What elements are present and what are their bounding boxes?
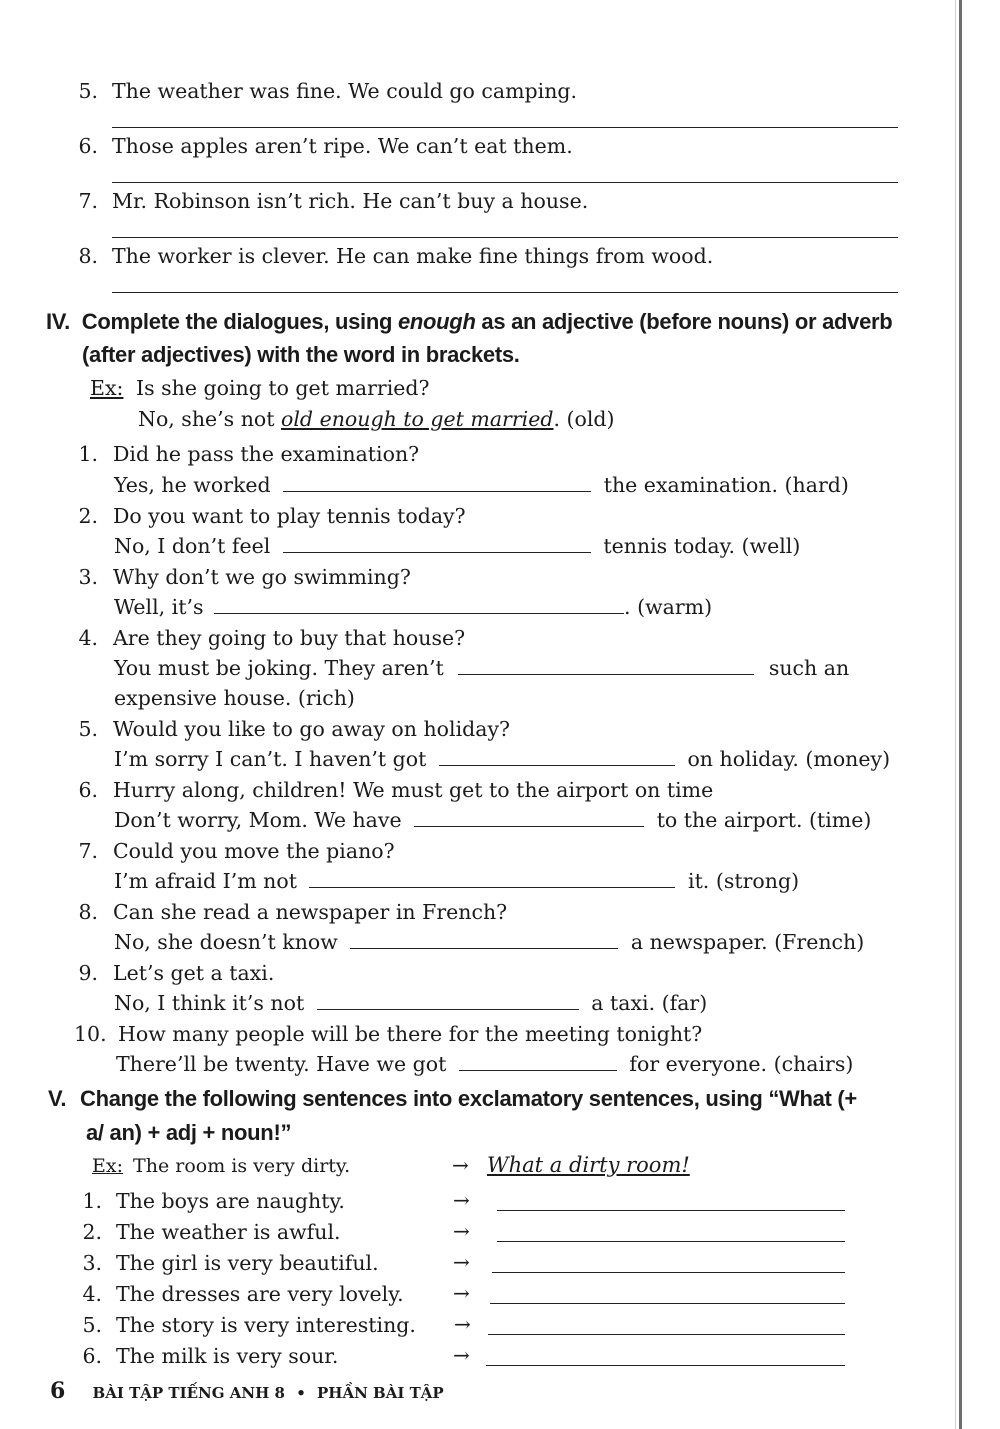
fill-blank[interactable] <box>458 656 754 675</box>
fill-blank[interactable] <box>283 534 591 553</box>
section-number: IV. <box>46 309 70 334</box>
item-text: Mr. Robinson isn’t rich. He can’t buy a house. <box>112 189 589 213</box>
book-title: BÀI TẬP TIẾNG ANH 8 <box>92 1384 285 1402</box>
fill-blank[interactable] <box>439 747 675 766</box>
dialogue-answer: I’m sorry I can’t. I haven’t got on holiday. (money) <box>114 747 891 771</box>
section-4-heading <box>46 306 892 338</box>
fill-blank[interactable] <box>309 869 675 888</box>
dialogue-answer-cont: expensive house. (rich) <box>114 686 355 710</box>
example-answer: What a dirty room! <box>487 1153 690 1177</box>
dialogue-answer: Don’t worry, Mom. We have to the airport. (time) <box>114 808 872 832</box>
example-fill: old enough to get married <box>281 407 554 431</box>
bullet-icon: • <box>296 1384 306 1402</box>
item-text: The worker is clever. He can make fine things from wood. <box>112 244 714 268</box>
section-title: PHẦN BÀI TẬP <box>317 1384 444 1402</box>
heading-text: as an adjective (before nouns) or adverb <box>475 309 893 334</box>
answer-line[interactable] <box>497 1241 845 1242</box>
arrow-icon: → <box>453 1219 470 1243</box>
answer-line[interactable] <box>112 182 898 183</box>
heading-text: Complete the dialogues, using <box>81 309 398 334</box>
dialogue-answer: Well, it’s . (warm) <box>114 595 713 619</box>
answer-line[interactable] <box>112 127 898 128</box>
fill-blank[interactable] <box>414 808 644 827</box>
dialogue-answer: No, I don’t feel tennis today. (well) <box>114 534 801 558</box>
item-number: 5. <box>78 79 98 103</box>
answer-line[interactable] <box>486 1365 845 1366</box>
arrow-icon: → <box>453 1188 470 1212</box>
heading-emphasis: enough <box>397 309 476 334</box>
item-number: 7. <box>78 189 98 213</box>
dialogue-answer: No, I think it’s not a taxi. (far) <box>114 991 708 1015</box>
fill-blank[interactable] <box>283 473 591 492</box>
example-label: Ex: <box>92 1155 123 1177</box>
item-number: 6. <box>78 134 98 158</box>
item-text: Those apples aren’t ripe. We can’t eat them. <box>112 134 573 158</box>
answer-line[interactable] <box>497 1210 845 1211</box>
dialogue-answer: Yes, he worked the examination. (hard) <box>114 473 849 497</box>
example-sentence: Ex: The room is very dirty. <box>92 1155 351 1177</box>
section-number: V. <box>48 1086 67 1111</box>
answer-line[interactable] <box>112 237 898 238</box>
page-number: 6 <box>50 1378 66 1404</box>
answer-line[interactable] <box>490 1303 845 1304</box>
example-question: Ex: Is she going to get married? <box>90 376 430 400</box>
example-answer: No, she’s not old enough to get married. (old) <box>138 407 615 431</box>
answer-line[interactable] <box>488 1334 845 1335</box>
dialogue-answer: No, she doesn’t know a newspaper. (French) <box>114 930 865 954</box>
item-text: The weather was fine. We could go camping. <box>112 79 578 103</box>
dialogue-answer: I’m afraid I’m not it. (strong) <box>114 869 800 893</box>
worksheet-page: 5. The weather was fine. We could go camping. 6. Those apples aren’t ripe. We can’t eat them. 7. Mr. Robinson isn’t rich. He can’t buy a house. 8. The worker is clever. He can make fine things from wood. IV. Complete the dialogues, using enough as an adjective (before nouns) or adverb (after adjectives) with the word in brackets. Ex: Is she going to get married? No, she’s not old enough to get married. (old) 1. Did he pass the examination? Yes, he worked the examination. (hard) 2. Do you want to play tennis today? No, I don’t feel tennis today. (well) 3. Why don’t we go swimming? Well, it’s . (warm) 4. Are they going to buy that house? You must be joking. They aren’t such an expensive house. (rich) 5. Would you like to go away on holiday? I’m sorry I can’t. I haven’t got on holiday. (money) 6. Hurry along, children! We must get to the airport on time Don’t worry, Mom. We have to the airport. (time) 7. Could you move the piano? I’m afraid I’m not it. (strong) 8. Can she read a newspaper in French? No, she doesn’t know a newspaper. (French) 9. Let’s get a taxi. No, I think it’s not a taxi. (far) 10. How many people will be there for the meeting tonight? There’ll be twenty. Have we got for everyone. (chairs) V. Change the following sentences into exclamatory sentences, using “What (+ a/ an) + adj + noun!” Ex: The room is very dirty. → What a dirty room! 1. The boys are naughty. → 2. The weather is awful. → 3. The girl is very beautiful. → 4. The dresses are very lovely. → 5. The story is very interesting. → 6. The milk is very sour. → 6 BÀI TẬP TIẾNG ANH 8 • PHẦN BÀI TẬP <box>0 0 960 1429</box>
arrow-icon: → <box>453 1281 470 1305</box>
section-5-heading: V. Change the following sentences into exclamatory sentences, using “What (+ <box>48 1086 857 1111</box>
section-5-heading-line2: a/ an) + adj + noun!” <box>86 1120 292 1145</box>
fill-blank[interactable] <box>350 930 618 949</box>
item-number: 8. <box>78 244 98 268</box>
dialogue-answer: You must be joking. They aren’t such an <box>114 656 850 680</box>
dialogue-answer: There’ll be twenty. Have we got for everyone. (chairs) <box>116 1052 854 1076</box>
section-4-heading-line2: (after adjectives) with the word in brackets. <box>82 342 520 367</box>
arrow-icon: → <box>452 1153 469 1177</box>
fill-blank[interactable] <box>459 1052 617 1071</box>
answer-line[interactable] <box>112 292 898 293</box>
answer-line[interactable] <box>492 1272 845 1273</box>
page-footer <box>50 1378 444 1404</box>
arrow-icon: → <box>454 1312 471 1336</box>
fill-blank[interactable] <box>214 595 624 614</box>
arrow-icon: → <box>453 1343 470 1367</box>
example-label: Ex: <box>90 376 124 400</box>
fill-blank[interactable] <box>317 991 579 1010</box>
arrow-icon: → <box>453 1250 470 1274</box>
